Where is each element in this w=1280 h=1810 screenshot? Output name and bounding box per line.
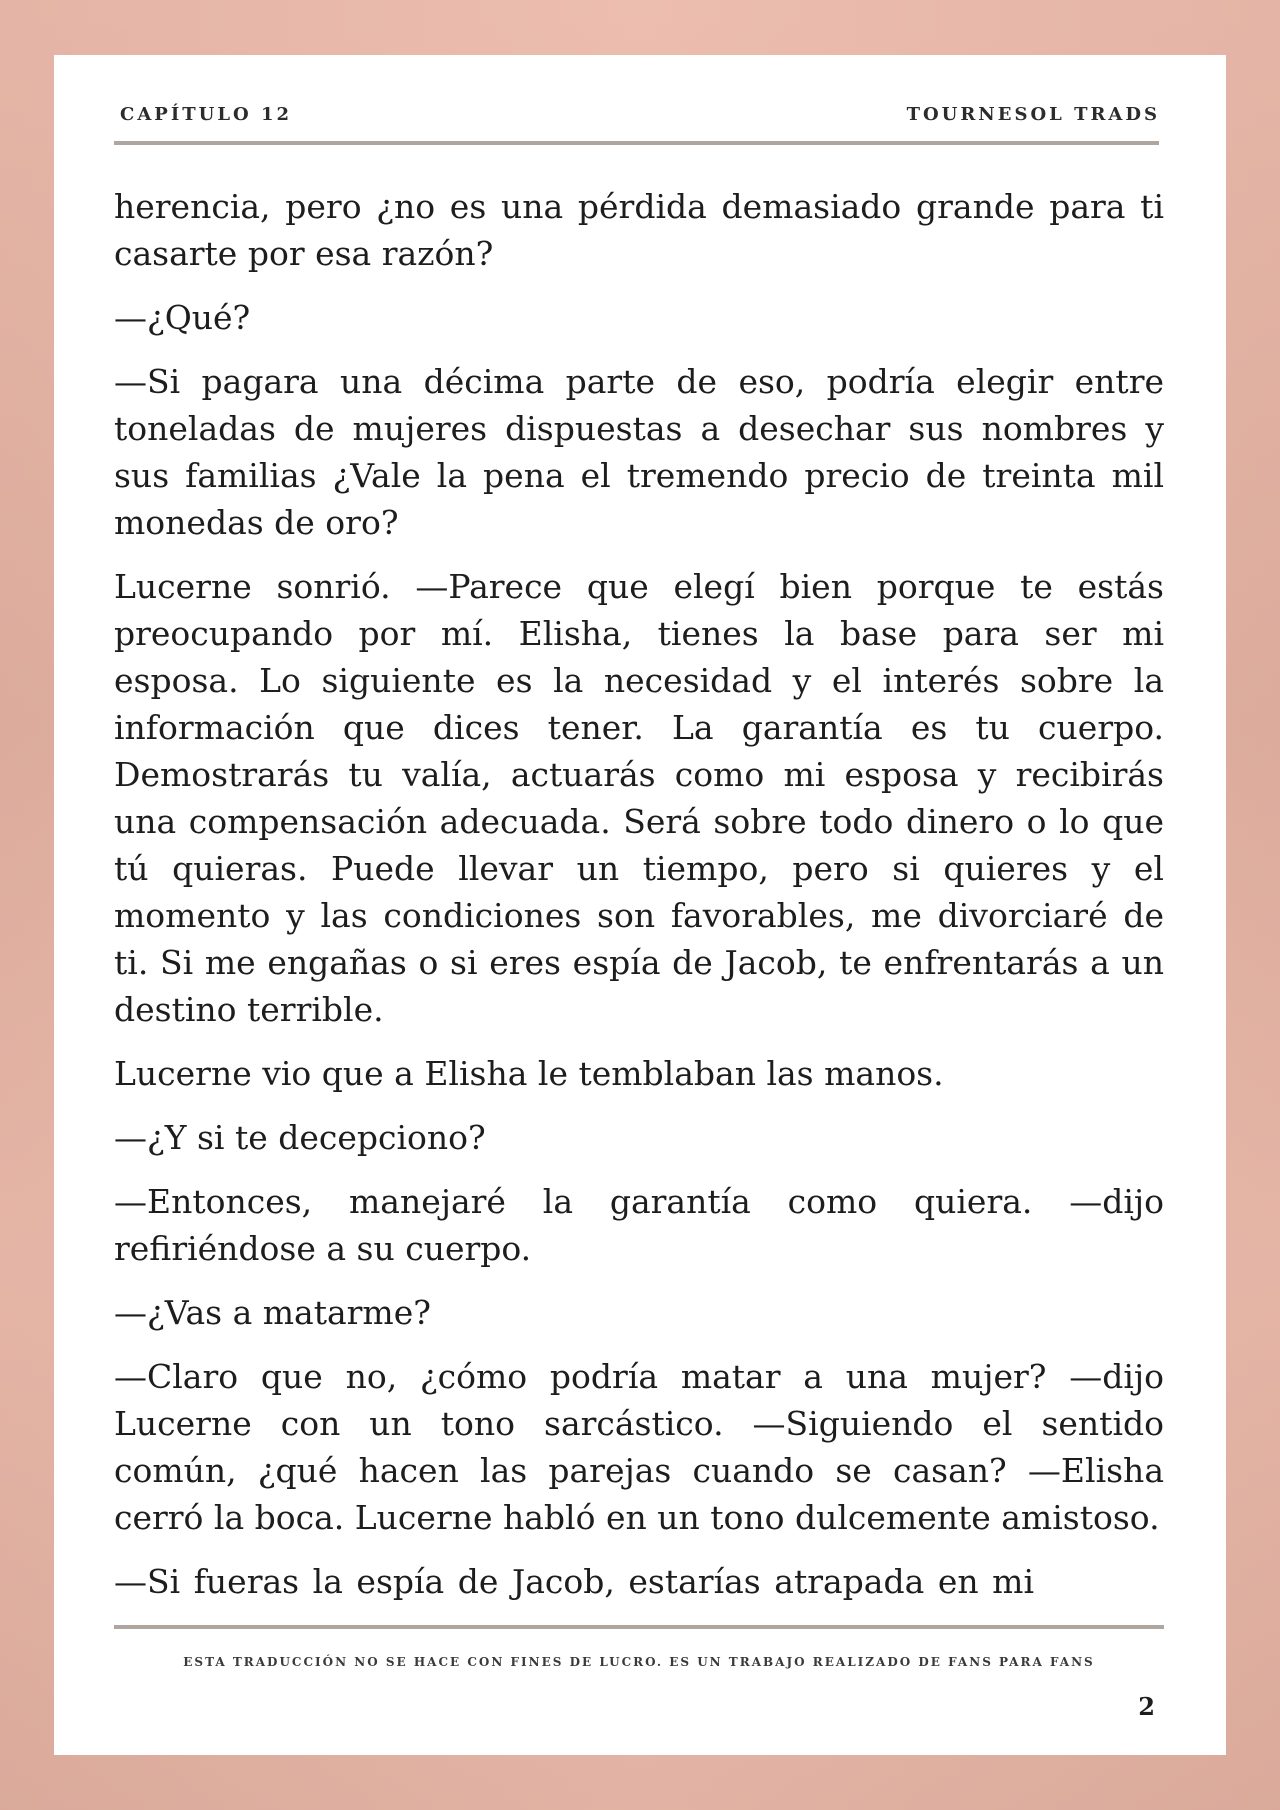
footer-divider xyxy=(114,1625,1164,1629)
document-page xyxy=(54,55,1226,1755)
paragraph: —Claro que no, ¿cómo podría matar a una mujer? —dijo Lucerne con un tono sarcástico. —Siguiendo el sentido común, ¿qué hacen las parejas cuando se casan? —Elisha cerró la boca. Lucerne habló en un tono dulcemente amistoso. xyxy=(114,1357,1164,1537)
page-number: 2 xyxy=(1138,1692,1155,1721)
paragraph: Lucerne sonrió. —Parece que elegí bien porque te estás preocupando por mí. Elisha, tienes la base para ser mi esposa. Lo siguiente es la necesidad y el interés sobre la información que dices tener. La garantía es tu cuerpo. Demostrarás tu valía, actuarás como mi esposa y recibirás una compensación adecuada. Será sobre todo dinero o lo que tú quieras. Puede llevar un tiempo, pero si quieres y el momento y las condiciones son favorables, me divorciaré de ti. Si me engañas o si eres espía de Jacob, te enfrentarás a un destino terrible. xyxy=(114,567,1164,1029)
paragraph: —Si fueras la espía de Jacob, estarías atrapada en mi xyxy=(114,1562,1034,1601)
footer-disclaimer: ESTA TRADUCCIÓN NO SE HACE CON FINES DE LUCRO. ES UN TRABAJO REALIZADO DE FANS PARA FANS xyxy=(183,1655,1095,1669)
paragraph: —Si pagara una décima parte de eso, podría elegir entre toneladas de mujeres dispuestas a desechar sus nombres y sus familias ¿Vale la pena el tremendo precio de treinta mil monedas de oro? xyxy=(114,362,1164,542)
chapter-title: CAPÍTULO 12 xyxy=(120,104,292,125)
header-divider xyxy=(114,141,1159,145)
paragraph: —¿Qué? xyxy=(114,298,251,337)
paragraph: —¿Y si te decepciono? xyxy=(114,1118,486,1157)
paragraph: —Entonces, manejaré la garantía como quiera. —dijo refiriéndose a su cuerpo. xyxy=(114,1182,1164,1268)
body-text xyxy=(114,183,1164,1622)
translator-name: TOURNESOL TRADS xyxy=(906,104,1160,125)
paragraph: Lucerne vio que a Elisha le temblaban las manos. xyxy=(114,1054,944,1093)
paragraph: herencia, pero ¿no es una pérdida demasiado grande para ti casarte por esa razón? xyxy=(114,187,1164,273)
running-header xyxy=(120,104,1160,144)
paragraph: —¿Vas a matarme? xyxy=(114,1293,431,1332)
